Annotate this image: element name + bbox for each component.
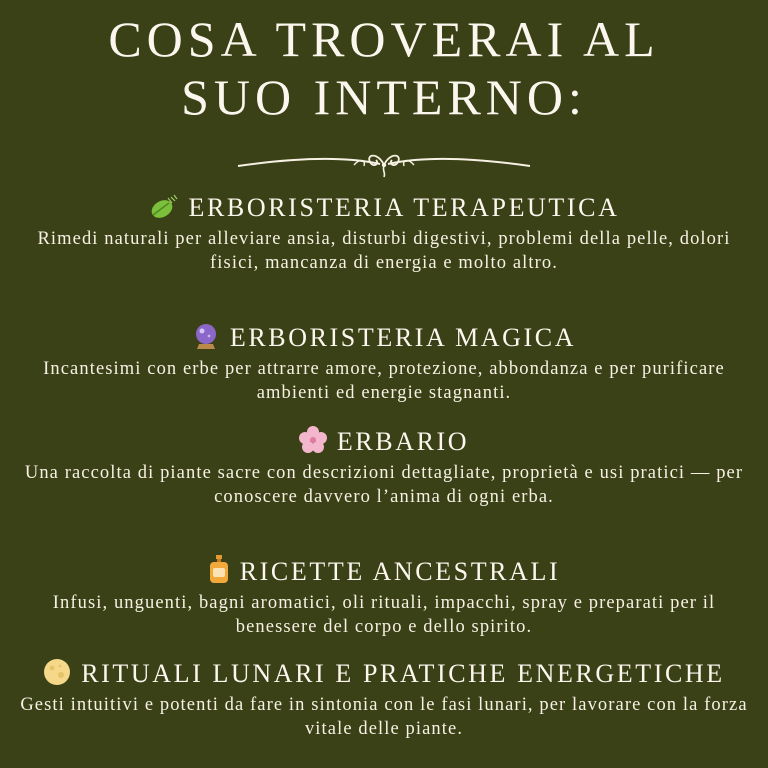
title-line-2: SUO INTERNO: [181,69,587,125]
crystal-ball-icon [192,322,220,356]
section-heading: ERBARIO [336,427,470,456]
section-description: Infusi, unguenti, bagni aromatici, oli rituali, impacchi, spray e preparati per il benessere del corpo e dello spirito. [52,593,716,637]
section-erboristeria-magica [20,322,748,405]
section-ricette-ancestrali [20,554,748,639]
section-rituali-lunari [20,658,748,741]
section-description: Gesti intuitivi e potenti da fare in sintonia con le fasi lunari, per lavorare con la forza vitale delle piante. [20,695,748,739]
section-heading: ERBORISTERIA TERAPEUTICA [188,193,620,222]
ornament-divider-icon [234,148,534,180]
section-description: Rimedi naturali per alleviare ansia, disturbi digestivi, problemi della pelle, dolori fisici, mancanza di energia e molto altro. [37,229,731,273]
section-erbario [20,426,748,509]
section-heading: RICETTE ANCESTRALI [239,557,561,586]
page-title [0,10,768,126]
section-description: Una raccolta di piante sacre con descrizioni dettagliate, proprietà e usi pratici — per conoscere davvero l’anima di ogni erba. [24,463,744,507]
leaf-icon [149,194,179,226]
title-line-1: COSA TROVERAI AL [108,11,660,67]
full-moon-icon [43,658,71,692]
section-erboristeria-terapeutica [20,194,748,275]
section-heading: ERBORISTERIA MAGICA [229,323,577,352]
lotion-bottle-icon [208,554,230,590]
section-description: Incantesimi con erbe per attrarre amore, protezione, abbondanza e per purificare ambienti ed energie stagnanti. [43,359,725,403]
cherry-blossom-icon [299,426,327,460]
section-heading: RITUALI LUNARI E PRATICHE ENERGETICHE [81,659,725,688]
